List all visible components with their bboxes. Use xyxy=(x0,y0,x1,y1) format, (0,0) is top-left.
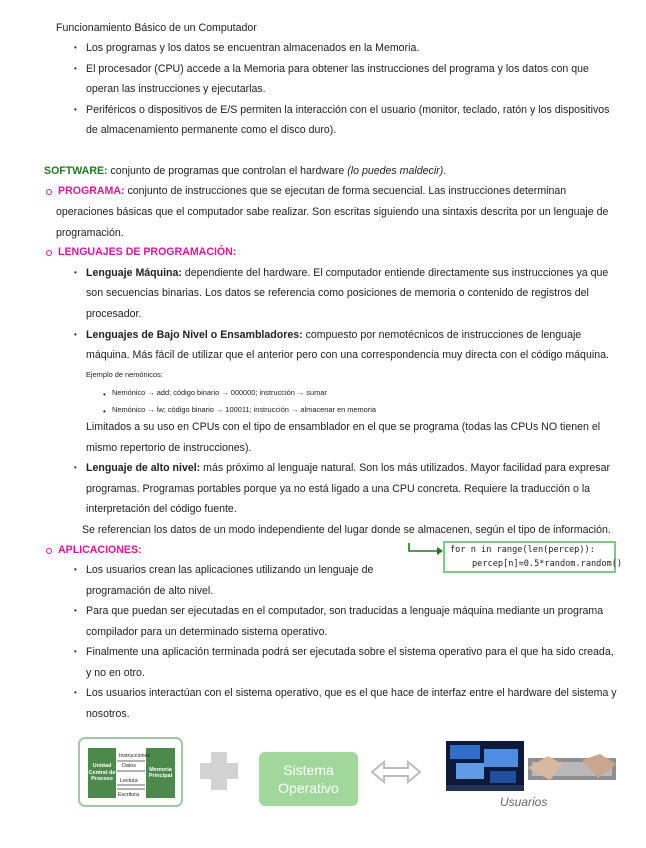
double-arrow-icon xyxy=(370,760,422,784)
aplicaciones-line: Para que puedan ser ejecutadas en el computador, son traducidas a lenguaje máquina mediante un programa xyxy=(86,605,604,617)
computer-screen-icon xyxy=(446,741,524,791)
bajo-text: compuesto por nemotécnicos de instrucciones de lenguaje xyxy=(302,329,582,341)
bullet-icon: • xyxy=(74,606,77,615)
datos-label: Datos xyxy=(122,763,136,769)
alto-term: Lenguaje de alto nivel: xyxy=(86,462,201,474)
bullet-icon: • xyxy=(74,105,77,114)
alto-line: interpretación del código fuente. xyxy=(86,503,237,515)
hardware-diagram xyxy=(78,737,183,807)
circle-bullet-icon xyxy=(46,189,52,195)
code-line: for n in range(len(percep)): xyxy=(450,545,595,555)
software-term: SOFTWARE: xyxy=(44,165,108,177)
bullet-icon: • xyxy=(103,390,106,399)
alto-line: programas. Programas portables porque ya no está ligado a una CPU concreta. Requiere la traducción o la xyxy=(86,483,591,495)
maquina-line: son secuencias binarias. Los datos se referencia como posiciones de memoria o contenido de registros del xyxy=(86,287,589,299)
so-label: Sistema Operativo xyxy=(278,762,339,796)
lenguajes-heading: LENGUAJES DE PROGRAMACIÓN: xyxy=(58,246,237,258)
circle-bullet-icon xyxy=(46,250,52,256)
bus-arrows-icon xyxy=(116,759,146,799)
code-snippet xyxy=(443,541,623,573)
aplicaciones-heading: APLICACIONES: xyxy=(58,544,142,556)
software-aside: (lo puedes maldecir) xyxy=(347,165,444,177)
example-title: Ejemplo de nemónicos: xyxy=(86,370,163,379)
bullet-icon: • xyxy=(74,565,77,574)
aplicaciones-line: Los usuarios interactúan con el sistema operativo, que es el que hace de interfaz entre el hardware del sistema y xyxy=(86,687,617,699)
section-heading: Funcionamiento Básico de un Computador xyxy=(56,22,257,34)
instrucciones-label: Instrucciones xyxy=(119,753,151,759)
software-definition xyxy=(44,164,446,178)
alto-note: Se referencian los datos de un modo independiente del lugar donde se almacenen, según el tipo de información. xyxy=(82,524,611,536)
basics-line: Los programas y los datos se encuentran almacenados en la Memoria. xyxy=(86,42,420,54)
programa-definition xyxy=(58,184,566,198)
aplicaciones-line: y no en otro. xyxy=(86,667,145,679)
code-line: percep[n]=0.5*random.random() xyxy=(472,559,623,569)
bullet-icon: • xyxy=(74,64,77,73)
keyboard-hands-icon xyxy=(528,752,616,782)
bullet-icon: • xyxy=(74,268,77,277)
bajo-line: máquina. Más fácil de utilizar que el anterior pero con una correspondencia muy directa con el código máquina. xyxy=(86,349,609,361)
example-line: Nemónico → add; código binario → 000000; instrucción → sumar xyxy=(112,388,327,397)
aplicaciones-line: compilador para un determinado sistema operativo. xyxy=(86,626,328,638)
bullet-icon: • xyxy=(74,330,77,339)
basics-line: Periféricos o dispositivos de E/S permiten la interacción con el usuario (monitor, teclado, ratón y los dispositivos xyxy=(86,104,610,116)
aplicaciones-line: programación de alto nivel. xyxy=(86,585,214,597)
limit-line: Limitados a su uso en CPUs con el tipo de ensamblador en el que se programa (todas las CPUs NO tienen el xyxy=(86,421,601,433)
bullet-icon: • xyxy=(103,407,106,416)
arrow-icon xyxy=(407,542,445,556)
circle-bullet-icon xyxy=(46,548,52,554)
bajo-term: Lenguajes de Bajo Nivel o Ensambladores: xyxy=(86,329,303,341)
maquina-definition xyxy=(86,266,608,280)
bullet-icon: • xyxy=(74,463,77,472)
alto-definition xyxy=(86,461,610,475)
maquina-term: Lenguaje Máquina: xyxy=(86,267,182,279)
aplicaciones-line: Los usuarios crean las aplicaciones utilizando un lenguaje de xyxy=(86,564,374,576)
bajo-definition xyxy=(86,328,581,342)
basics-line: El procesador (CPU) accede a la Memoria para obtener las instrucciones del programa y los datos con que xyxy=(86,63,589,75)
cpu-block: Unidad Central de Proceso xyxy=(88,748,116,798)
plus-icon xyxy=(211,752,227,790)
example-line: Nemónico → lw; código binario → 100011; instrucción → almacenar en memoria xyxy=(112,405,376,414)
software-end: . xyxy=(443,165,447,177)
alto-text: más próximo al lenguaje natural. Son los más utilizados. Mayor facilidad para expresar xyxy=(200,462,611,474)
memory-block: Memoria Principal xyxy=(146,748,175,798)
usuarios-label: Usuarios xyxy=(500,795,548,809)
aplicaciones-line: nosotros. xyxy=(86,708,130,720)
sistema-operativo-box xyxy=(259,752,358,806)
maquina-line: procesador. xyxy=(86,308,142,320)
limit-line: mismo repertorio de instrucciones). xyxy=(86,442,252,454)
basics-line: de almacenamiento permanente como el disco duro). xyxy=(86,124,337,136)
bullet-icon: • xyxy=(74,647,77,656)
bullet-icon: • xyxy=(74,43,77,52)
programa-text: conjunto de instrucciones que se ejecutan de forma secuencial. Las instrucciones determinan xyxy=(124,185,567,197)
lectura-label: Lectura xyxy=(120,778,138,784)
programa-term: PROGRAMA: xyxy=(58,185,125,197)
software-text: conjunto de programas que controlan el hardware xyxy=(107,165,348,177)
programa-line: operaciones básicas que el computador sabe realizar. Son escritas siguiendo una sintaxis descrita por un lenguaje de xyxy=(56,206,609,218)
escritura-label: Escritura xyxy=(118,792,139,798)
basics-line: operan las instrucciones y ejecutarlas. xyxy=(86,83,266,95)
bullet-icon: • xyxy=(74,688,77,697)
maquina-text: dependiente del hardware. El computador entiende directamente sus instrucciones ya que xyxy=(181,267,609,279)
aplicaciones-line: Finalmente una aplicación terminada podrá ser ejecutada sobre el sistema operativo para el que ha sido creada, xyxy=(86,646,614,658)
programa-line: programación. xyxy=(56,227,124,239)
